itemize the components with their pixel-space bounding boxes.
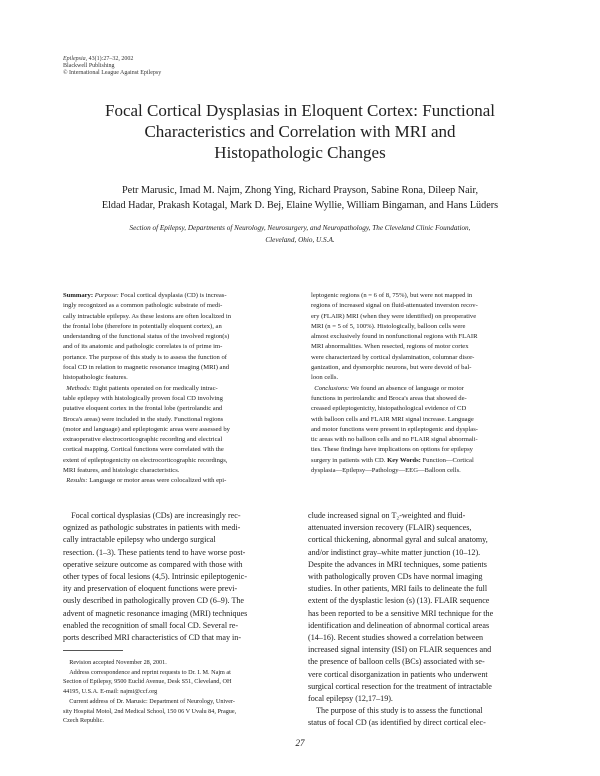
body-line: ously described in pathologically proven CD (6–9). The [63,596,245,606]
abstract-line: were characterized by cortical dyslamination, columnar disor- [311,353,475,361]
abstract-line: portance. The purpose of this study is to assess the function of [63,353,227,361]
author-list [60,183,540,213]
body-line: cortical thickening, abnormal gyral and sulcal anatomy, [308,535,488,545]
abstract-line: MRI abnormalities. When resected, regions of motor cortex [311,343,469,351]
journal-name: Epilepsia, [63,56,88,62]
abstract-line: Methods: Eight patients operated on for medically intrac- [66,384,218,392]
affiliation-line: Section of Epilepsy, Departments of Neurology, Neurosurgery, and Neuropathology, The Cleveland Clinic Foundation, [129,224,471,232]
body-line: Despite the advances in MRI techniques, some patients [308,559,487,569]
journal-volume: 43(1):27–32, 2002 [87,56,134,62]
abstract-line: surgery in patients with CD. Key Words: Function—Cortical [311,456,474,464]
affiliation [60,222,540,246]
abstract-line: Broca's areas) were included in the study. Functional regions [63,415,224,423]
body-line: vere cortical disorganization in patients who underwent [308,669,488,679]
abstract-line: MRI (n = 5 of 5, 100%). Histologically, balloon cells were [311,322,466,330]
abstract-line: almost exclusively found in nonfunctional regions with FLAIR [311,333,478,341]
body-line: Focal cortical dysplasias (CDs) are increasingly rec- [71,511,241,520]
body-line: the presence of balloon cells (BCs) associated with se- [308,657,485,667]
body-line: increased signal intensity (ISI) on FLAIR sequences and [308,645,492,655]
body-line: ports described MRI characteristics of CD that may in- [63,633,242,643]
abstract-line: Conclusions: We found an absence of language or motor [314,384,464,392]
body-line: attenuated inversion recovery (FLAIR) sequences, [308,523,472,533]
footnote-rule [63,650,123,651]
body-line: ity and preservation of eloquent functions were previ- [63,584,238,594]
body-line: (14–16). Recent studies showed a correlation between [308,633,484,643]
page-number: 27 [295,738,305,748]
title-line: Histopathologic Changes [214,143,386,162]
body-line: clude increased signal on T₂-weighted and fluid- [308,511,466,520]
abstract-line: cortical mapping. Cortical functions were correlated with the [63,446,224,454]
author-line: Eldad Hadar, Prakash Kotagal, Mark D. Bej, Elaine Wyllie, William Bingaman, and Hans Lüders [101,200,499,211]
body-line: other types of focal lesions (4,5). Intrinsic epileptogenic- [63,572,248,582]
body-line: advent of magnetic resonance imaging (MRI) techniques [63,608,248,618]
abstract-line: focal CD in relation to magnetic resonance imaging (MRI) and [63,364,230,372]
body-line: identification and delineation of abnormal cortical areas [308,620,490,630]
body-line: with pathologically proven CDs have normal imaging [308,572,483,582]
abstract-line: ganization, and dysmorphic neurons, but were devoid of bal- [311,364,472,372]
conclusions-label: Conclusions: [314,384,350,392]
affiliation-line: Cleveland, Ohio, U.S.A. [265,236,335,244]
article-title [60,100,540,163]
body-line: ognized as pathologic substrates in patients with medi- [63,523,241,533]
abstract-line: Summary: Purpose: Focal cortical dysplasia (CD) is increas- [63,292,227,299]
abstract-line: regions of increased signal on fluid-attenuated inversion recov- [311,302,478,310]
footnote-line: Current address of Dr. Marusic: Department of Neurology, Univer- [69,697,235,705]
body-line: studies. In other patients, MRI fails to delineate the full [308,584,488,594]
results-label: Results: [66,477,88,485]
abstract-line: extent of epileptogenicity on electrocorticographic recordings, [63,456,228,464]
body-line: and/or indistinct gray–white matter junction (10–12). [308,547,481,557]
abstract-line: and motor functions were present in epileptogenic and dysplas- [311,425,478,433]
methods-label: Methods: [66,384,92,392]
title-line: Focal Cortical Dysplasias in Eloquent Cortex: Functional [105,101,495,120]
body-line: enabled the recognition of small focal CD. Several re- [63,620,239,630]
footnote-line: Czech Republic. [63,717,104,725]
abstract-line: table epilepsy with histologically proven focal CD involving [63,394,223,402]
abstract-left-column [63,291,295,487]
body-line: focal epilepsy (12,17–19). [308,694,393,704]
abstract-line: MRI features, and histologic characteristics. [63,467,180,475]
journal-copyright: © International League Against Epilepsy [63,70,162,76]
body-line: status of focal CD (as identified by direct cortical elec- [308,718,486,728]
body-right-column [308,510,542,730]
body-line: has been reported to be a sensitive MRI technique for the [308,608,494,618]
footnote-line: sity Hospital Motol, 2nd Medical School, 150 06 V Uvalu 84, Prague, [63,707,237,715]
abstract-line: loon cells. [311,374,339,382]
footnotes [63,658,297,726]
body-line: extent of the dysplastic lesion (s) (13). FLAIR sequence [308,596,490,606]
footnote-line: 44195, U.S.A. E-mail: najmi@ccf.org [63,688,158,696]
abstract-line: and of its anatomic and pathologic correlates is of prime im- [63,343,223,351]
abstract-line: tic areas with no balloon cells and no FLAIR signal abnormali- [311,436,478,444]
abstract-line: Results: Language or motor areas were colocalized with epi- [66,477,227,485]
abstract-line: (motor and language) and epileptogenic areas were assessed by [63,425,230,433]
abstract-line: dysplasia—Epilepsy—Pathology—EEG—Balloon cells. [311,467,461,475]
abstract-line: leptogenic regions (n = 6 of 8, 75%), but were not mapped in [311,292,473,299]
author-line: Petr Marusic, Imad M. Najm, Zhong Ying, Richard Prayson, Sabine Rona, Dileep Nair, [122,185,478,196]
abstract-line: ery (FLAIR) MRI (when they were identified) on preoperative [311,312,477,320]
abstract-line: ingly recognized as a common pathologic substrate of medi- [63,302,223,310]
summary-label: Summary: [63,292,94,299]
body-line: operative seizure outcome as compared with those with [63,559,243,569]
abstract-line: putative eloquent cortex in the frontal lobe (perirolandic and [63,405,223,413]
abstract-line: functions in perirolandic and Broca's areas that showed de- [311,394,467,402]
key-words-label: Key Words: [387,456,421,464]
body-line: resection. (1–3). These patients tend to have worse post- [63,547,246,557]
abstract-line: the frontal lobe (therefore in potentially eloquent cortex), an [63,322,222,330]
body-line: cally intractable epilepsy who undergo surgical [63,535,216,545]
footnote-line: Address correspondence and reprint requests to Dr. I. M. Najm at [69,668,231,676]
abstract-line: histopathologic features. [63,374,128,382]
footnote-line: Section of Epilepsy, 9500 Euclid Avenue, Desk S51, Cleveland, OH [63,678,232,686]
abstract-line: extraoperative electrocorticographic recording and electrical [63,436,223,444]
abstract-line: ties. These findings have implications on options for epilepsy [311,446,473,454]
abstract-line: with balloon cells and FLAIR MRI signal increase. Language [311,415,474,423]
abstract-line: cally intractable epilepsy. As these lesions are often localized in [63,312,232,320]
title-line: Characteristics and Correlation with MRI and [144,122,456,141]
footnote-line: Revision accepted November 28, 2001. [69,659,167,666]
abstract-line: understanding of the functional status of the involved region(s) [63,333,230,341]
body-line: surgical cortical resection for the treatment of intractable [308,681,492,691]
abstract-line: creased epileptogenicity, histopathological evidence of CD [311,405,467,413]
body-left-column [63,510,297,644]
abstract-right-column [311,291,543,476]
journal-publisher: Blackwell Publishing [63,63,115,69]
body-line: The purpose of this study is to assess the functional [316,706,483,716]
purpose-label: Purpose: [94,292,119,299]
journal-citation [63,56,133,63]
